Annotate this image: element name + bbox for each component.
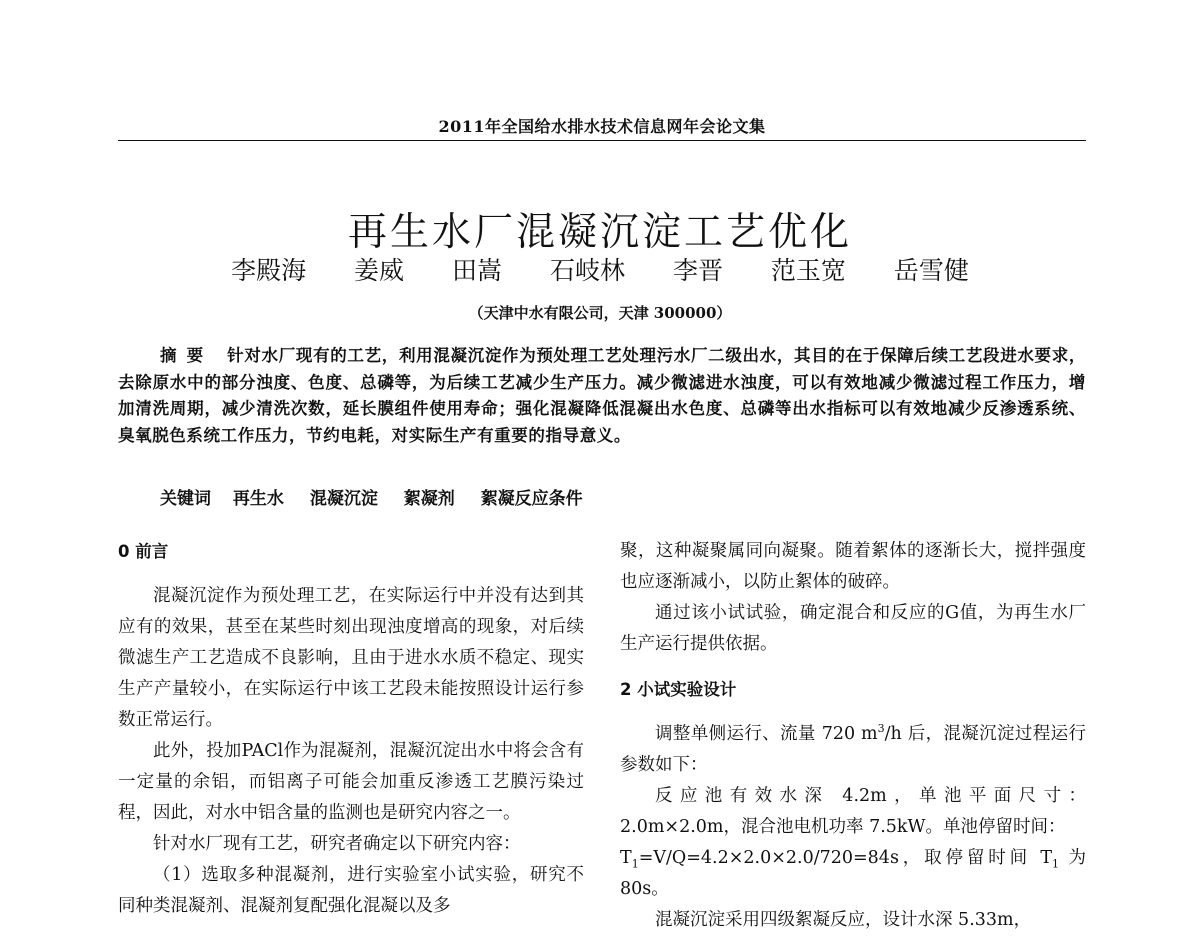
author: 范玉宽 [770, 256, 846, 285]
abstract-text: 针对水厂现有的工艺，利用混凝沉淀作为预处理工艺处理污水厂二级出水，其目的在于保障后续工艺段进水要求，去除原水中的部分浊度、色度、总磷等，为后续工艺减少生产压力。减少微滤进水浊度，可以有效地减少微滤过程工作压力，增加清洗周期，减少清洗次数，延长膜组件使用寿命；强化混凝降低混凝出水色度、总磷等出水指标可以有效地减少反渗透系统、臭氧脱色系统工作压力，节约电耗，对实际生产有重要的指导意义。 [118, 346, 1087, 445]
paragraph: （1）选取多种混凝剂，进行实验室小试实验，研究不同种类混凝剂、混凝剂复配强化混凝以及多 [118, 865, 584, 916]
author: 石岐林 [549, 256, 625, 285]
keyword: 混凝沉淀 [309, 489, 378, 509]
author: 李殿海 [231, 256, 307, 285]
paragraph: 聚，这种凝聚属同向凝聚。随着絮体的逐渐长大，搅拌强度也应逐渐减小，以防止絮体的破碎。 [620, 541, 1086, 592]
paragraph: 此外，投加PACl作为混凝剂，混凝沉淀出水中将会含有一定量的余铝，而铝离子可能会加重反渗透工艺膜污染过程，因此，对水中铝含量的监测也是研究内容之一。 [118, 741, 584, 823]
keyword: 再生水 [232, 489, 284, 509]
section-heading: 0 前言 [118, 542, 169, 561]
paragraph: 调整单侧运行、流量 720 $m^3/h$ 后，混凝沉淀过程运行参数如下： [620, 722, 1086, 775]
abstract-label: 摘要 [160, 346, 214, 365]
paragraph: 针对水厂现有工艺，研究者确定以下研究内容： [153, 834, 521, 854]
abstract [118, 343, 1086, 449]
formula-line: $T_1=V/Q=4.2\times 2.0\times 2.0/720=84s$，取停留时间 $T_1$ 为 80s。 [620, 848, 1086, 899]
author-list [120, 255, 1080, 287]
paragraph: 反应池有效水深 4.2m，单池平面尺寸：2.0m×2.0m，混合池电机功率 7.5kW。单池停留时间： [620, 786, 1086, 837]
header-rule [118, 140, 1086, 141]
right-column [620, 536, 1086, 936]
keywords [160, 484, 1080, 509]
paragraph: 混凝沉淀作为预处理工艺，在实际运行中并没有达到其应有的效果，甚至在某些时刻出现浊度增高的现象，对后续微滤生产工艺造成不良影响，且由于进水水质不稳定、现实生产产量较小，在实际运行中该工艺段未能按照设计运行参数正常运行。 [118, 586, 584, 730]
paragraph: 通过该小试试验，确定混合和反应的G值，为再生水厂生产运行提供依据。 [620, 603, 1086, 654]
keyword: 絮凝剂 [403, 489, 455, 509]
affiliation: （天津中水有限公司，天津 300000） [468, 304, 732, 322]
keywords-label: 关键词 [160, 489, 211, 509]
keyword: 絮凝反应条件 [480, 489, 583, 509]
running-head: 2011年全国给水排水技术信息网年会论文集 [438, 117, 766, 136]
paper-title: 再生水厂混凝沉淀工艺优化 [347, 210, 852, 256]
left-column [118, 536, 584, 922]
author: 李晋 [672, 256, 723, 285]
author: 田嵩 [452, 256, 503, 285]
paragraph: 混凝沉淀采用四级絮凝反应，设计水深 5.33m， [655, 910, 1032, 930]
author: 姜威 [354, 256, 405, 285]
section-heading: 2 小试实验设计 [620, 680, 737, 699]
author: 岳雪健 [893, 256, 969, 285]
